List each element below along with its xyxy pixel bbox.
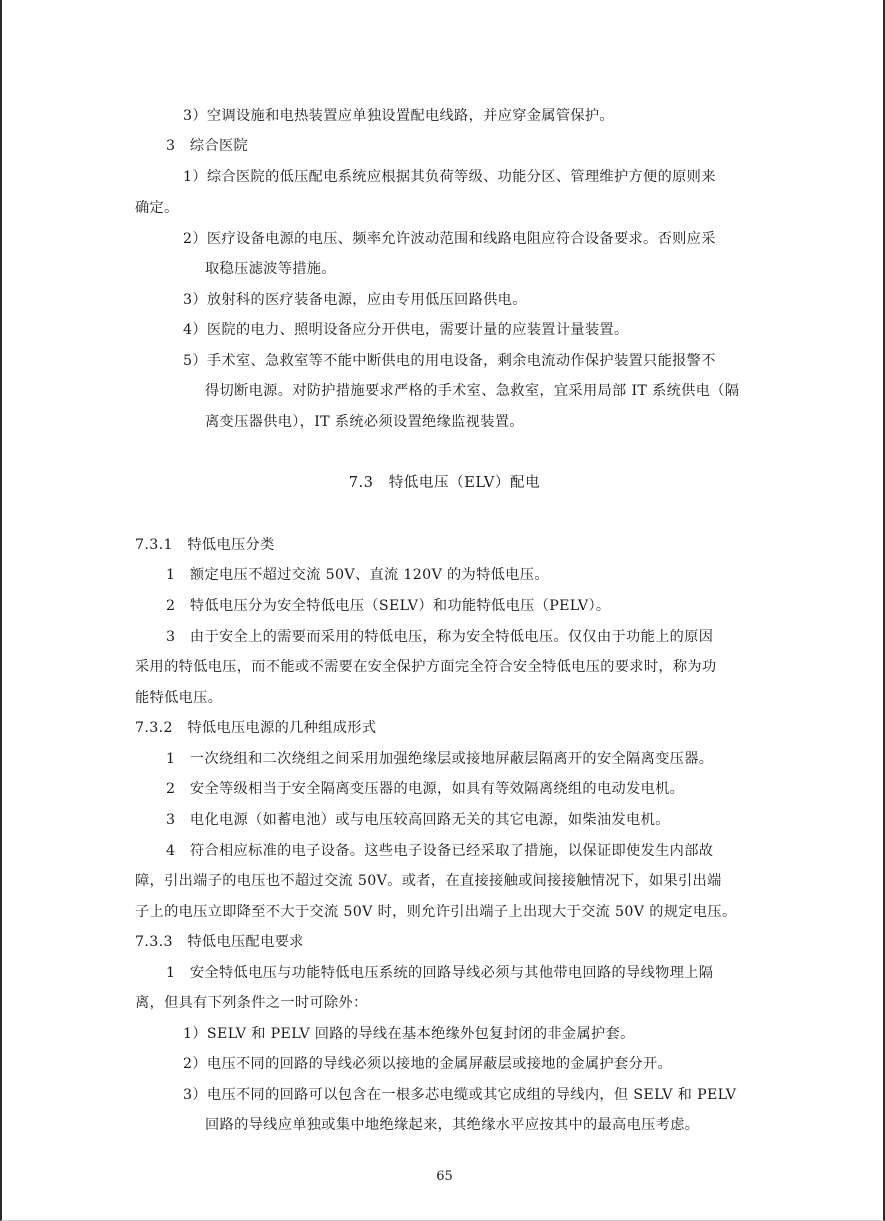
section-heading: 7.3 特低电压（ELV）配电: [348, 475, 541, 491]
text-line: 3 电化电源（如蓄电池）或与电压较高回路无关的其它电源，如柴油发电机。: [166, 812, 670, 828]
text-line: 3 由于安全上的需要而采用的特低电压，称为安全特低电压。仅仅由于功能上的原因: [166, 629, 714, 645]
text-line: 能特低电压。: [135, 690, 223, 706]
clause-heading: 7.3.1 特低电压分类: [135, 537, 275, 553]
text-line: 1）综合医院的低压配电系统应根据其负荷等级、功能分区、管理维护方便的原则来: [183, 169, 716, 185]
subsection-title: 3 综合医院: [166, 138, 249, 154]
text-line: 子上的电压立即降至不大于交流 50V 时，则允许引出端子上出现大于交流 50V 的规定电压。: [135, 904, 737, 920]
text-line: 1）SELV 和 PELV 回路的导线在基本绝缘外包复封闭的非金属护套。: [183, 1026, 635, 1042]
text-line: 4）医院的电力、照明设备应分开供电，需要计量的应装置计量装置。: [183, 322, 629, 338]
text-line: 2 安全等级相当于安全隔离变压器的电源，如具有等效隔离绕组的电动发电机。: [166, 781, 685, 797]
text-line: 采用的特低电压，而不能或不需要在安全保护方面完全符合安全特低电压的要求时，称为功: [135, 659, 717, 675]
text-line: 3）放射科的医疗装备电源，应由专用低压回路供电。: [183, 292, 527, 308]
text-line: 确定。: [135, 200, 179, 216]
text-line: 1 一次绕组和二次绕组之间采用加强绝缘层或接地屏蔽层隔离开的安全隔离变压器。: [166, 751, 714, 767]
text-line: 得切断电源。对防护措施要求严格的手术室、急救室，宜采用局部 IT 系统供电（隔: [205, 383, 740, 399]
text-line: 4 符合相应标准的电子设备。这些电子设备已经采取了措施，以保证即使发生内部故: [166, 843, 714, 859]
page-number: 65: [436, 1169, 453, 1184]
text-line: 取稳压滤波等措施。: [205, 261, 336, 277]
text-line: 2 特低电压分为安全特低电压（SELV）和功能特低电压（PELV）。: [166, 598, 611, 614]
text-line: 回路的导线应单独或集中地绝缘起来，其绝缘水平应按其中的最高电压考虑。: [205, 1117, 700, 1133]
text-line: 5）手术室、急救室等不能中断供电的用电设备，剩余电流动作保护装置只能报警不: [183, 353, 716, 369]
text-line: 离变压器供电），IT 系统必须设置绝缘监视装置。: [205, 414, 524, 430]
text-line: 2）医疗设备电源的电压、频率允许波动范围和线路电阻应符合设备要求。否则应采: [183, 231, 716, 247]
text-line: 障，引出端子的电压也不超过交流 50V。或者，在直接接触或间接接触情况下，如果引出端: [135, 873, 722, 889]
text-line: 2）电压不同的回路的导线必须以接地的金属屏蔽层或接地的金属护套分开。: [183, 1056, 673, 1072]
text-line: 3）空调设施和电热装置应单独设置配电线路，并应穿金属管保护。: [183, 108, 614, 124]
text-line: 3）电压不同的回路可以包含在一根多芯电缆或其它成组的导线内，但 SELV 和 PELV: [183, 1087, 737, 1103]
text-line: 1 安全特低电压与功能特低电压系统的回路导线必须与其他带电回路的导线物理上隔: [166, 965, 714, 981]
text-line: 1 额定电压不超过交流 50V、直流 120V 的为特低电压。: [166, 567, 549, 583]
clause-heading: 7.3.3 特低电压配电要求: [135, 934, 304, 950]
text-line: 离，但具有下列条件之一时可除外：: [135, 995, 368, 1011]
clause-heading: 7.3.2 特低电压电源的几种组成形式: [135, 720, 377, 736]
